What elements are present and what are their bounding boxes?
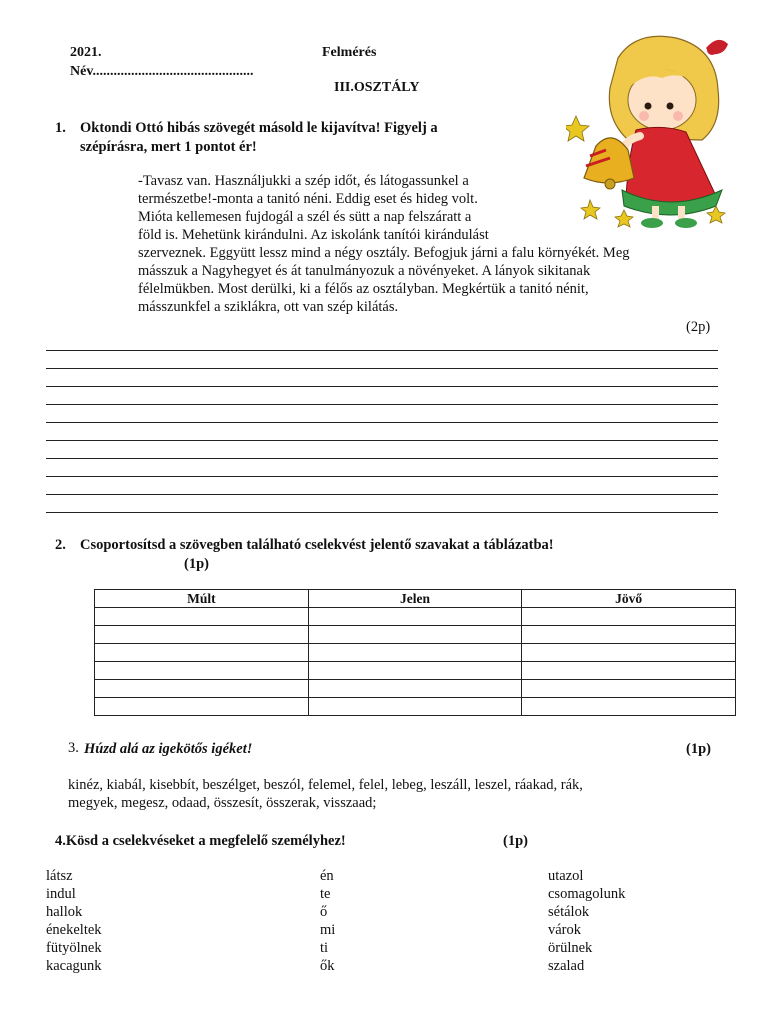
table-row — [95, 662, 736, 680]
task3-points: (1p) — [686, 741, 711, 757]
table-cell[interactable] — [522, 644, 736, 662]
table-cell[interactable] — [308, 680, 522, 698]
page-title: Felmérés — [322, 45, 377, 60]
table-cell[interactable] — [95, 608, 309, 626]
task1-text-line: természetbe!-monta a tanitó néni. Eddig eset és hideg volt. — [138, 191, 478, 207]
column-header-past: Múlt — [95, 590, 309, 608]
task3-prompt: Húzd alá az igekötős igéket! — [84, 741, 253, 757]
table-row — [95, 680, 736, 698]
task1-prompt-line2: szépírásra, mert 1 pontot ér! — [80, 139, 257, 155]
writing-line — [46, 494, 718, 495]
task1-number: 1. — [55, 120, 66, 136]
task1-text-line: másszunkfel a sziklákra, ott van szép kilátás. — [138, 299, 399, 315]
verb-item[interactable]: szalad — [548, 958, 585, 974]
task1-text-line: szerveznek. Eggyütt lessz mind a négy osztály. Befogjuk járni a falu környékét. Meg — [138, 245, 630, 261]
task2-prompt: Csoportosítsd a szövegben található cselekvést jelentő szavakat a táblázatba! — [80, 537, 554, 553]
pronoun-item[interactable]: ők — [320, 958, 335, 974]
writing-line — [46, 368, 718, 369]
writing-line — [46, 440, 718, 441]
table-cell[interactable] — [522, 698, 736, 716]
table-cell[interactable] — [308, 662, 522, 680]
verb-item[interactable]: csomagolunk — [548, 886, 626, 902]
pronoun-item[interactable]: ő — [320, 904, 328, 920]
task1-text-line: félelmükben. Most derülki, ki a félős az osztályban. Megkértük a tanitó nénit, — [138, 281, 589, 297]
task3-words-line1[interactable]: kinéz, kiabál, kisebbít, beszélget, beszól, felemel, felel, lebeg, leszáll, leszel, ráakad, rák, — [68, 777, 583, 793]
task1-text-line: -Tavasz van. Használjukki a szép időt, és látogassunkel a — [138, 173, 469, 189]
writing-lines[interactable] — [46, 350, 718, 520]
table-cell[interactable] — [95, 662, 309, 680]
table-row — [95, 644, 736, 662]
table-cell[interactable] — [95, 644, 309, 662]
year: 2021. — [70, 45, 102, 60]
verb-item[interactable]: hallok — [46, 904, 83, 920]
task4-points: (1p) — [503, 833, 528, 849]
task3-number: 3. — [68, 740, 79, 756]
task2-points: (1p) — [184, 556, 209, 572]
name-line: Név.............................................. — [70, 64, 254, 79]
verb-item[interactable]: sétálok — [548, 904, 590, 920]
verb-item[interactable]: indul — [46, 886, 76, 902]
pronoun-item[interactable]: én — [320, 868, 334, 884]
writing-line — [46, 350, 718, 351]
task4-prompt: 4.Kösd a cselekvéseket a megfelelő személyhez! — [55, 833, 346, 849]
column-header-present: Jelen — [308, 590, 522, 608]
table-row — [95, 626, 736, 644]
table-cell[interactable] — [522, 680, 736, 698]
verb-list-right — [548, 867, 625, 975]
pronoun-list — [320, 867, 335, 975]
task1-text-line: másszuk a Nagyhegyet és át tanulmányozuk a növényeket. A lányok sikitanak — [138, 263, 591, 279]
table-cell[interactable] — [95, 698, 309, 716]
verb-item[interactable]: kacagunk — [46, 958, 102, 974]
verb-item[interactable]: énekeltek — [46, 922, 102, 938]
girl-with-bell-illustration — [566, 28, 736, 230]
table-cell[interactable] — [308, 644, 522, 662]
pronoun-item[interactable]: ti — [320, 940, 329, 956]
task2-number: 2. — [55, 537, 66, 553]
writing-line — [46, 404, 718, 405]
table-cell[interactable] — [308, 698, 522, 716]
table-cell[interactable] — [522, 608, 736, 626]
table-row — [95, 608, 736, 626]
verb-list-left — [46, 867, 102, 975]
table-cell[interactable] — [308, 608, 522, 626]
class-label: III.OSZTÁLY — [334, 80, 420, 95]
writing-line — [46, 386, 718, 387]
verb-item[interactable]: örülnek — [548, 940, 593, 956]
task1-text-line: Mióta kellemesen fujdogál a szél és sütt a nap felszáratt a — [138, 209, 472, 225]
verb-item[interactable]: utazol — [548, 868, 584, 884]
writing-line — [46, 422, 718, 423]
table-cell[interactable] — [522, 662, 736, 680]
writing-line — [46, 458, 718, 459]
task3-words-line2[interactable]: megyek, megesz, odaad, összesít, összerak, visszaad; — [68, 795, 377, 811]
task1-text-line: föld is. Mehetünk kirándulni. Az iskolánk tanítói kirándulást — [138, 227, 489, 243]
task1-prompt-line1: Oktondi Ottó hibás szövegét másold le kijavítva! Figyelj a — [80, 120, 438, 136]
verb-item[interactable]: látsz — [46, 868, 73, 884]
pronoun-item[interactable]: te — [320, 886, 331, 902]
column-header-future: Jövő — [522, 590, 736, 608]
verb-item[interactable]: várok — [548, 922, 582, 938]
table-row — [95, 698, 736, 716]
table-cell[interactable] — [95, 626, 309, 644]
pronoun-item[interactable]: mi — [320, 922, 336, 938]
writing-line — [46, 512, 718, 513]
verb-item[interactable]: fütyölnek — [46, 940, 102, 956]
writing-line — [46, 476, 718, 477]
table-cell[interactable] — [308, 626, 522, 644]
task1-points: (2p) — [686, 319, 711, 335]
table-cell[interactable] — [95, 680, 309, 698]
table-cell[interactable] — [522, 626, 736, 644]
tense-table — [94, 589, 736, 716]
